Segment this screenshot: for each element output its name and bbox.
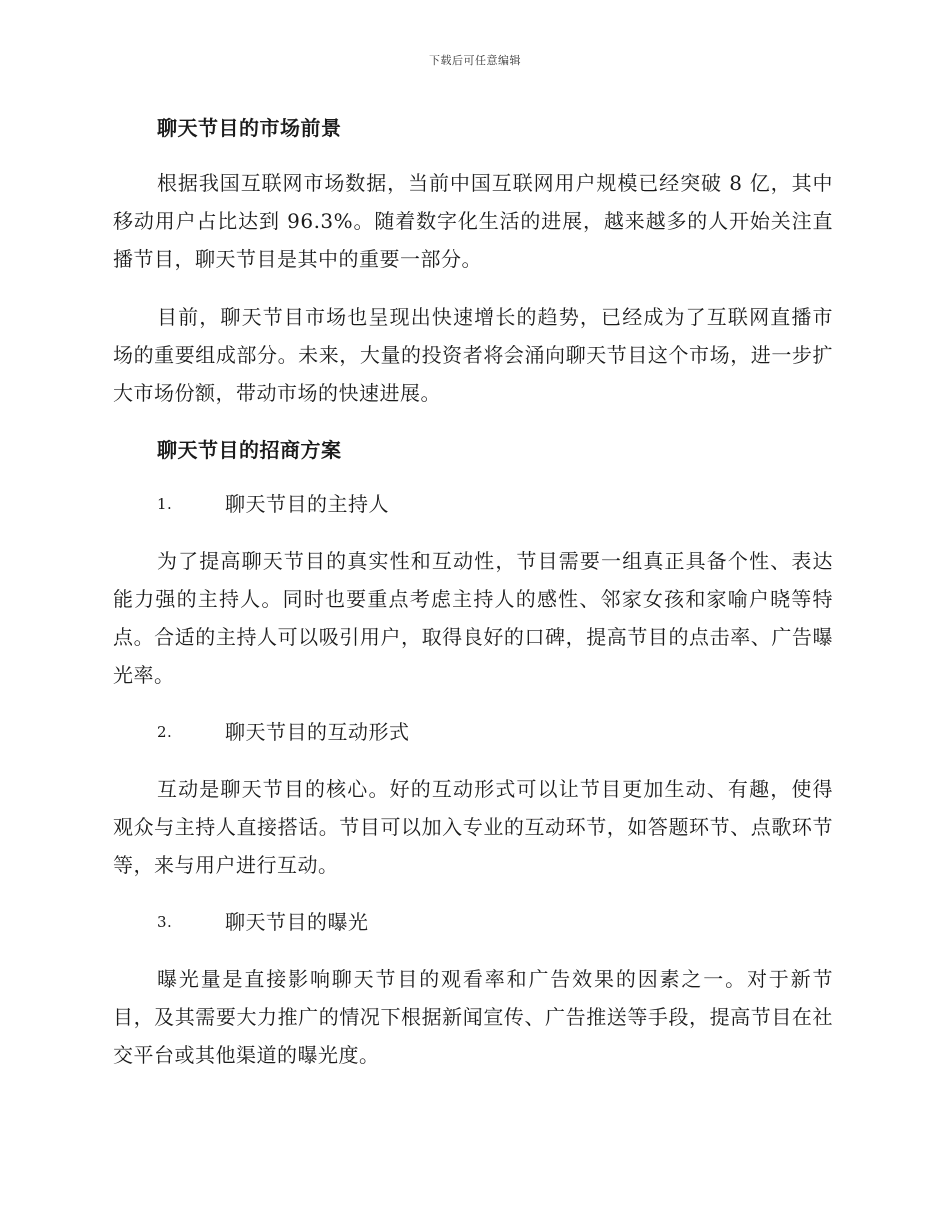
item-title: 聊天节目的互动形式 — [225, 720, 410, 744]
item-number: 2. — [157, 723, 173, 741]
item-title: 聊天节目的曝光 — [225, 910, 369, 934]
item-number: 3. — [157, 913, 173, 931]
numbered-item-interaction — [113, 714, 833, 750]
section-heading-market: 聊天节目的市场前景 — [157, 116, 342, 140]
item-number: 1. — [157, 495, 173, 513]
exposure-paragraph: 曝光量是直接影响聊天节目的观看率和广告效果的因素之一。对于新节目，及其需要大力推广的情况下根据新闻宣传、广告推送等手段，提高节目在社交平台或其他渠道的曝光度。 — [113, 967, 833, 1067]
numbered-item-exposure — [113, 904, 833, 940]
document-body — [113, 110, 833, 1094]
numbered-item-host — [113, 486, 833, 522]
section-heading-plan: 聊天节目的招商方案 — [157, 438, 342, 462]
item-title: 聊天节目的主持人 — [225, 492, 389, 516]
page-header-note: 下载后可任意编辑 — [429, 54, 521, 67]
interaction-paragraph: 互动是聊天节目的核心。好的互动形式可以让节目更加生动、有趣，使得观众与主持人直接搭话。节目可以加入专业的互动环节，如答题环节、点歌环节等，来与用户进行互动。 — [113, 777, 833, 877]
market-paragraph-1: 根据我国互联网市场数据，当前中国互联网用户规模已经突破 8 亿，其中移动用户占比达到 96.3%。随着数字化生活的进展，越来越多的人开始关注直播节目，聊天节目是其中的重要一部分。 — [113, 171, 833, 271]
market-paragraph-2: 目前，聊天节目市场也呈现出快速增长的趋势，已经成为了互联网直播市场的重要组成部分。未来，大量的投资者将会涌向聊天节目这个市场，进一步扩大市场份额，带动市场的快速进展。 — [113, 305, 833, 405]
host-paragraph: 为了提高聊天节目的真实性和互动性，节目需要一组真正具备个性、表达能力强的主持人。同时也要重点考虑主持人的感性、邻家女孩和家喻户晓等特点。合适的主持人可以吸引用户，取得良好的口碑，提高节目的点击率、广告曝光率。 — [113, 549, 833, 687]
